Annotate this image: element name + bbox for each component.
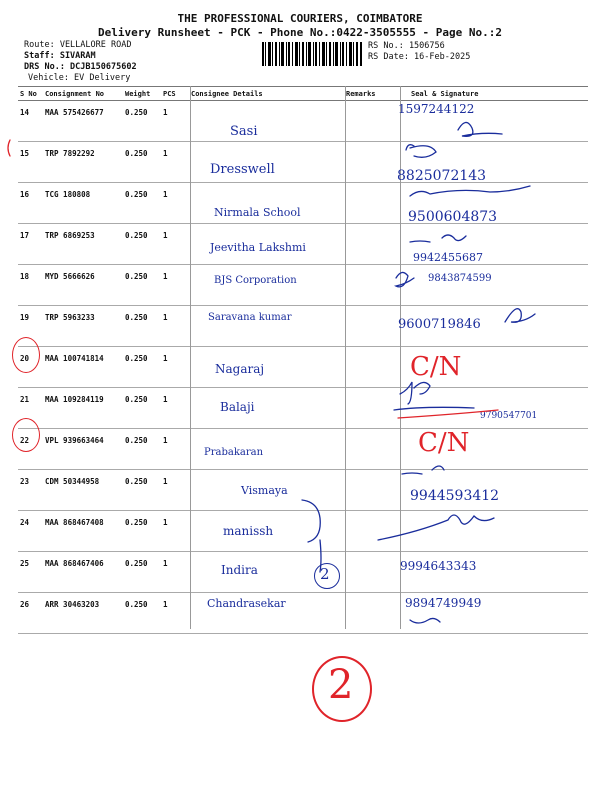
handwritten-name: Nirmala School bbox=[214, 206, 301, 219]
col-header-pcs: PCS bbox=[161, 87, 189, 101]
handwritten-phone: 9994643343 bbox=[400, 559, 477, 573]
handwritten-name: Prabakaran bbox=[204, 447, 264, 458]
handwritten-phone: 9894749949 bbox=[405, 596, 482, 610]
remarks-cell bbox=[344, 470, 399, 511]
remarks-cell bbox=[344, 511, 399, 552]
staff-text: Staff: SIVARAM bbox=[24, 51, 96, 61]
sno-cell: 20 bbox=[18, 347, 43, 388]
pcs-cell: 1 bbox=[161, 101, 189, 142]
rs-date: RS Date: 16-Feb-2025 bbox=[368, 52, 471, 62]
company-title: THE PROFESSIONAL COURIERS, COIMBATORE bbox=[177, 12, 423, 25]
consignment-cell: CDM 50344958 bbox=[43, 470, 123, 511]
weight-cell: 0.250 bbox=[123, 552, 161, 593]
sno-cell: 23 bbox=[18, 470, 43, 511]
weight-cell: 0.250 bbox=[123, 593, 161, 634]
table-row bbox=[18, 347, 588, 388]
column-divider bbox=[190, 86, 191, 629]
sno-cell: 22 bbox=[18, 429, 43, 470]
consignment-cell: MAA 109284119 bbox=[43, 388, 123, 429]
weight-cell: 0.250 bbox=[123, 183, 161, 224]
sno-cell: 14 bbox=[18, 101, 43, 142]
remarks-cell bbox=[344, 142, 399, 183]
runsheet-table bbox=[18, 86, 588, 634]
pcs-cell: 1 bbox=[161, 552, 189, 593]
table-row bbox=[18, 470, 588, 511]
runsheet-subtitle: Delivery Runsheet - PCK - Phone No.:0422-3505555 - Page No.:2 bbox=[98, 26, 502, 39]
weight-cell: 0.250 bbox=[123, 388, 161, 429]
handwritten-name: Indira bbox=[221, 563, 258, 577]
handwritten-name: Balaji bbox=[220, 400, 255, 414]
consignee-cell bbox=[189, 347, 344, 388]
remarks-cell bbox=[344, 388, 399, 429]
col-header-remarks: Remarks bbox=[344, 87, 399, 101]
pcs-cell: 1 bbox=[161, 347, 189, 388]
pcs-cell: 1 bbox=[161, 388, 189, 429]
handwritten-phone: 9600719846 bbox=[398, 317, 481, 332]
remarks-cell bbox=[344, 347, 399, 388]
consignment-cell: TRP 5963233 bbox=[43, 306, 123, 347]
weight-cell: 0.250 bbox=[123, 224, 161, 265]
route-text: Route: VELLALORE ROAD bbox=[24, 40, 132, 50]
sno-cell: 17 bbox=[18, 224, 43, 265]
weight-cell: 0.250 bbox=[123, 306, 161, 347]
circle-mark-row-22 bbox=[12, 418, 40, 452]
table-row bbox=[18, 306, 588, 347]
consignment-cell: TRP 6869253 bbox=[43, 224, 123, 265]
pcs-cell: 1 bbox=[161, 142, 189, 183]
sno-cell: 16 bbox=[18, 183, 43, 224]
handwritten-phone: 1597244122 bbox=[398, 102, 475, 116]
remarks-cell bbox=[344, 101, 399, 142]
remarks-cell bbox=[344, 593, 399, 634]
sno-cell: 18 bbox=[18, 265, 43, 306]
col-header-consignment: Consignment No bbox=[43, 87, 123, 101]
pcs-cell: 1 bbox=[161, 511, 189, 552]
remarks-cell bbox=[344, 429, 399, 470]
consignment-cell: MAA 868467408 bbox=[43, 511, 123, 552]
sno-cell: 21 bbox=[18, 388, 43, 429]
pcs-cell: 1 bbox=[161, 470, 189, 511]
pcs-cell: 1 bbox=[161, 224, 189, 265]
consignee-cell bbox=[189, 101, 344, 142]
table-row bbox=[18, 101, 588, 142]
table-row bbox=[18, 593, 588, 634]
consignee-cell bbox=[189, 388, 344, 429]
table-row bbox=[18, 429, 588, 470]
weight-cell: 0.250 bbox=[123, 511, 161, 552]
sno-cell: 26 bbox=[18, 593, 43, 634]
weight-cell: 0.250 bbox=[123, 429, 161, 470]
pcs-cell: 1 bbox=[161, 429, 189, 470]
consignment-cell: TCG 180808 bbox=[43, 183, 123, 224]
table-row bbox=[18, 183, 588, 224]
margin-mark bbox=[8, 140, 10, 156]
pcs-cell: 1 bbox=[161, 306, 189, 347]
remarks-cell bbox=[344, 306, 399, 347]
page-count-mark: 2 bbox=[328, 662, 354, 708]
handwritten-phone: 9843874599 bbox=[428, 273, 492, 284]
signature-cell bbox=[399, 265, 588, 306]
handwritten-phone: 9944593412 bbox=[410, 488, 500, 504]
handwritten-name: Dresswell bbox=[210, 162, 275, 177]
table-row bbox=[18, 388, 588, 429]
handwritten-name: Saravana kumar bbox=[208, 312, 292, 323]
consignment-cell: VPL 939663464 bbox=[43, 429, 123, 470]
handwritten-name: Chandrasekar bbox=[207, 597, 286, 610]
handwritten-name: Sasi bbox=[230, 124, 258, 139]
weight-cell: 0.250 bbox=[123, 142, 161, 183]
pcs-cell: 1 bbox=[161, 183, 189, 224]
remarks-cell bbox=[344, 265, 399, 306]
consignment-cell: MAA 575426677 bbox=[43, 101, 123, 142]
sno-cell: 15 bbox=[18, 142, 43, 183]
column-divider bbox=[345, 86, 346, 629]
col-header-signature: Seal & Signature bbox=[399, 87, 588, 101]
table-row bbox=[18, 511, 588, 552]
remarks-cell bbox=[344, 183, 399, 224]
sno-cell: 19 bbox=[18, 306, 43, 347]
weight-cell: 0.250 bbox=[123, 470, 161, 511]
barcode-icon bbox=[262, 42, 362, 66]
vehicle-text: Vehicle: EV Delivery bbox=[28, 73, 131, 83]
remarks-cell bbox=[344, 552, 399, 593]
weight-cell: 0.250 bbox=[123, 101, 161, 142]
signature-cell bbox=[399, 388, 588, 429]
sno-cell: 24 bbox=[18, 511, 43, 552]
consignment-cell: MAA 868467406 bbox=[43, 552, 123, 593]
remarks-cell bbox=[344, 224, 399, 265]
consignment-cell: TRP 7892292 bbox=[43, 142, 123, 183]
table-header-row bbox=[18, 87, 588, 101]
col-header-sno: S No bbox=[18, 87, 43, 101]
handwritten-phone: 9790547701 bbox=[480, 411, 538, 421]
cn-note: C/N bbox=[418, 428, 470, 458]
signature-cell bbox=[399, 511, 588, 552]
table-row bbox=[18, 552, 588, 593]
col-header-consignee: Consignee Details bbox=[189, 87, 344, 101]
drs-number: DRS No.: DCJB150675602 bbox=[24, 62, 137, 72]
table-row bbox=[18, 142, 588, 183]
handwritten-phone: 8825072143 bbox=[397, 168, 487, 184]
pcs-cell: 1 bbox=[161, 265, 189, 306]
handwritten-name: BJS Corporation bbox=[214, 275, 297, 286]
consignment-cell: ARR 30463203 bbox=[43, 593, 123, 634]
col-header-weight: Weight bbox=[123, 87, 161, 101]
handwritten-phone: 9942455687 bbox=[413, 251, 483, 264]
cn-note: C/N bbox=[410, 352, 462, 382]
weight-cell: 0.250 bbox=[123, 347, 161, 388]
weight-cell: 0.250 bbox=[123, 265, 161, 306]
rs-number: RS No.: 1506756 bbox=[368, 41, 445, 51]
consignment-cell: MAA 100741814 bbox=[43, 347, 123, 388]
handwritten-name: Vismaya bbox=[241, 484, 288, 497]
handwritten-name: manissh bbox=[223, 524, 274, 538]
handwritten-name: Nagaraj bbox=[215, 362, 265, 376]
circle-mark-row-20 bbox=[12, 337, 40, 373]
sno-cell: 25 bbox=[18, 552, 43, 593]
pcs-cell: 1 bbox=[161, 593, 189, 634]
table-row bbox=[18, 265, 588, 306]
circled-number-mark: 2 bbox=[320, 565, 330, 583]
consignment-cell: MYD 5666626 bbox=[43, 265, 123, 306]
table-body bbox=[18, 101, 588, 634]
handwritten-name: Jeevitha Lakshmi bbox=[210, 241, 306, 254]
handwritten-phone: 9500604873 bbox=[408, 209, 498, 225]
